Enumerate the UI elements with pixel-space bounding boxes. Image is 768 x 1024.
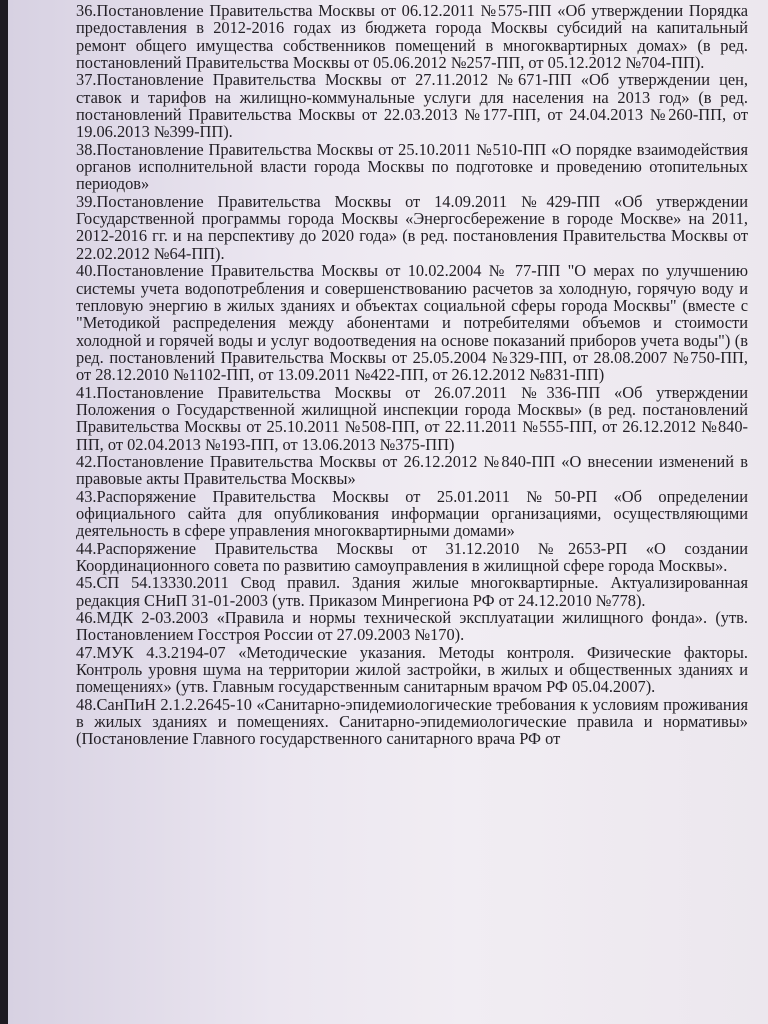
reference-item [32, 193, 748, 262]
reference-text [32, 2, 748, 71]
reference-number: 36. [76, 1, 97, 20]
reference-item [32, 71, 748, 140]
reference-number: 42. [76, 451, 97, 471]
reference-body: МДК 2-03.2003 «Правила и нормы технической эксплуатации жилищного фонда». (утв. Постановлением Госстроя России от 27.09.2003 №170). [76, 608, 748, 645]
reference-number: 39. [76, 191, 97, 211]
reference-body: Распоряжение Правительства Москвы от 31.12.2010 №2653-РП «О создании Координационного совета по развитию самоуправления в жилищной сфере города Москвы». [76, 538, 748, 575]
reference-item [32, 644, 748, 696]
reference-item [32, 384, 748, 453]
reference-item [32, 262, 748, 383]
document-page [8, 0, 768, 1024]
reference-text [32, 453, 748, 488]
reference-item [32, 609, 748, 644]
reference-text [32, 609, 748, 644]
reference-text [32, 540, 748, 575]
reference-body: МУК 4.3.2194-07 «Методические указания. Методы контроля. Физические факторы. Контроль уровня шума на территории жилой застройки, в жилых и общественных зданиях и помещениях» (утв. Главным государственным санитарным врачом РФ 05.04.2007). [76, 642, 748, 697]
reference-body: Постановление Правительства Москвы от 26.12.2012 №840-ПП «О внесении изменений в правовые акты Правительства Москвы» [76, 451, 748, 489]
reference-body: Постановление Правительства Москвы от 06.12.2011 №575-ПП «Об утверждении Порядка предоставления в 2012-2016 годах из бюджета города Москвы субсидий на капитальный ремонт общего имущества собственников помещений в многоквартирных домах» (в ред. постановлений Правительства Москвы от 05.06.2012 №257-ПП, от 05.12.2012 №704-ПП). [76, 1, 748, 73]
reference-number: 37. [76, 70, 97, 90]
reference-number: 44. [76, 538, 97, 558]
reference-number: 41. [76, 382, 97, 402]
reference-body: Постановление Правительства Москвы от 27.11.2012 №671-ПП «Об утверждении цен, ставок и тарифов на жилищно-коммунальные услуги для населения на 2013 год» (в ред. постановлений Правительства Москвы от 22.03.2013 №177-ПП, от 24.04.2013 №260-ПП, от 19.06.2013 №399-ПП). [76, 70, 748, 142]
reference-item [32, 141, 748, 193]
reference-item [32, 696, 748, 748]
reference-body: СанПиН 2.1.2.2645-10 «Санитарно-эпидемиологические требования к условиям проживания в жилых зданиях и помещениях. Санитарно-эпидемиологические правила и нормативы» (Постановление Главного государственного санитарного врача РФ от [76, 694, 748, 749]
reference-text [32, 193, 748, 262]
reference-item [32, 453, 748, 488]
reference-body: Постановление Правительства Москвы от 25.10.2011 №510-ПП «О порядке взаимодействия органов исполнительной власти города Москвы по подготовке и проведению отопительных периодов» [76, 139, 748, 194]
reference-text [32, 574, 748, 609]
reference-list [32, 2, 748, 748]
reference-text [32, 384, 748, 453]
reference-body: Распоряжение Правительства Москвы от 25.01.2011 №50-РП «Об определении официального сайта для опубликования информации организациями, осуществляющими деятельность в сфере управления многоквартирными домами» [76, 486, 748, 541]
reference-number: 43. [76, 486, 97, 506]
reference-body: Постановление Правительства Москвы от 26.07.2011 №336-ПП «Об утверждении Положения о Государственной жилищной инспекции города Москвы» (в ред. постановлений Правительства Москвы от 25.10.2011 №508-ПП, от 22.11.2011 №555-ПП, от 26.12.2012 №840-ПП, от 02.04.2013 №193-ПП, от 13.06.2013 №375-ПП) [76, 382, 748, 454]
reference-text [32, 71, 748, 140]
reference-text [32, 141, 748, 193]
reference-number: 45. [76, 573, 97, 593]
reference-body: Постановление Правительства Москвы от 14.09.2011 №429-ПП «Об утверждении Государственной программы города Москвы «Энергосбережение в городе Москве» на 2011, 2012-2016 гг. и на перспективу до 2020 года» (в ред. постановления Правительства Москвы от 22.02.2012 №64-ПП). [76, 191, 748, 263]
reference-item [32, 574, 748, 609]
reference-item [32, 2, 748, 71]
reference-number: 48. [76, 694, 97, 714]
reference-text [32, 644, 748, 696]
reference-item [32, 488, 748, 540]
reference-item [32, 540, 748, 575]
reference-body: СП 54.13330.2011 Свод правил. Здания жилые многоквартирные. Актуализированная редакция СНиП 31-01-2003 (утв. Приказом Минрегиона РФ от 24.12.2010 №778). [76, 573, 748, 610]
reference-text [32, 696, 748, 748]
reference-number: 46. [76, 608, 97, 628]
reference-number: 40. [76, 261, 97, 281]
reference-text [32, 262, 748, 383]
reference-text [32, 488, 748, 540]
reference-number: 38. [76, 139, 97, 159]
reference-body: Постановление Правительства Москвы от 10.02.2004 № 77-ПП "О мерах по улучшению системы учета водопотребления и совершенствованию расчетов за холодную, горячую воду и тепловую энергию в жилых зданиях и объектах социальной сферы города Москвы" (вместе с "Методикой распределения между абонентами и потребителями объемов и стоимости холодной и горячей воды и услуг водоотведения на основе показаний приборов учета воды") (в ред. постановлений Правительства Москвы от 25.05.2004 №329-ПП, от 28.08.2007 №750-ПП, от 28.12.2010 №1102-ПП, от 13.09.2011 №422-ПП, от 26.12.2012 №831-ПП) [76, 261, 748, 385]
reference-number: 47. [76, 642, 97, 662]
